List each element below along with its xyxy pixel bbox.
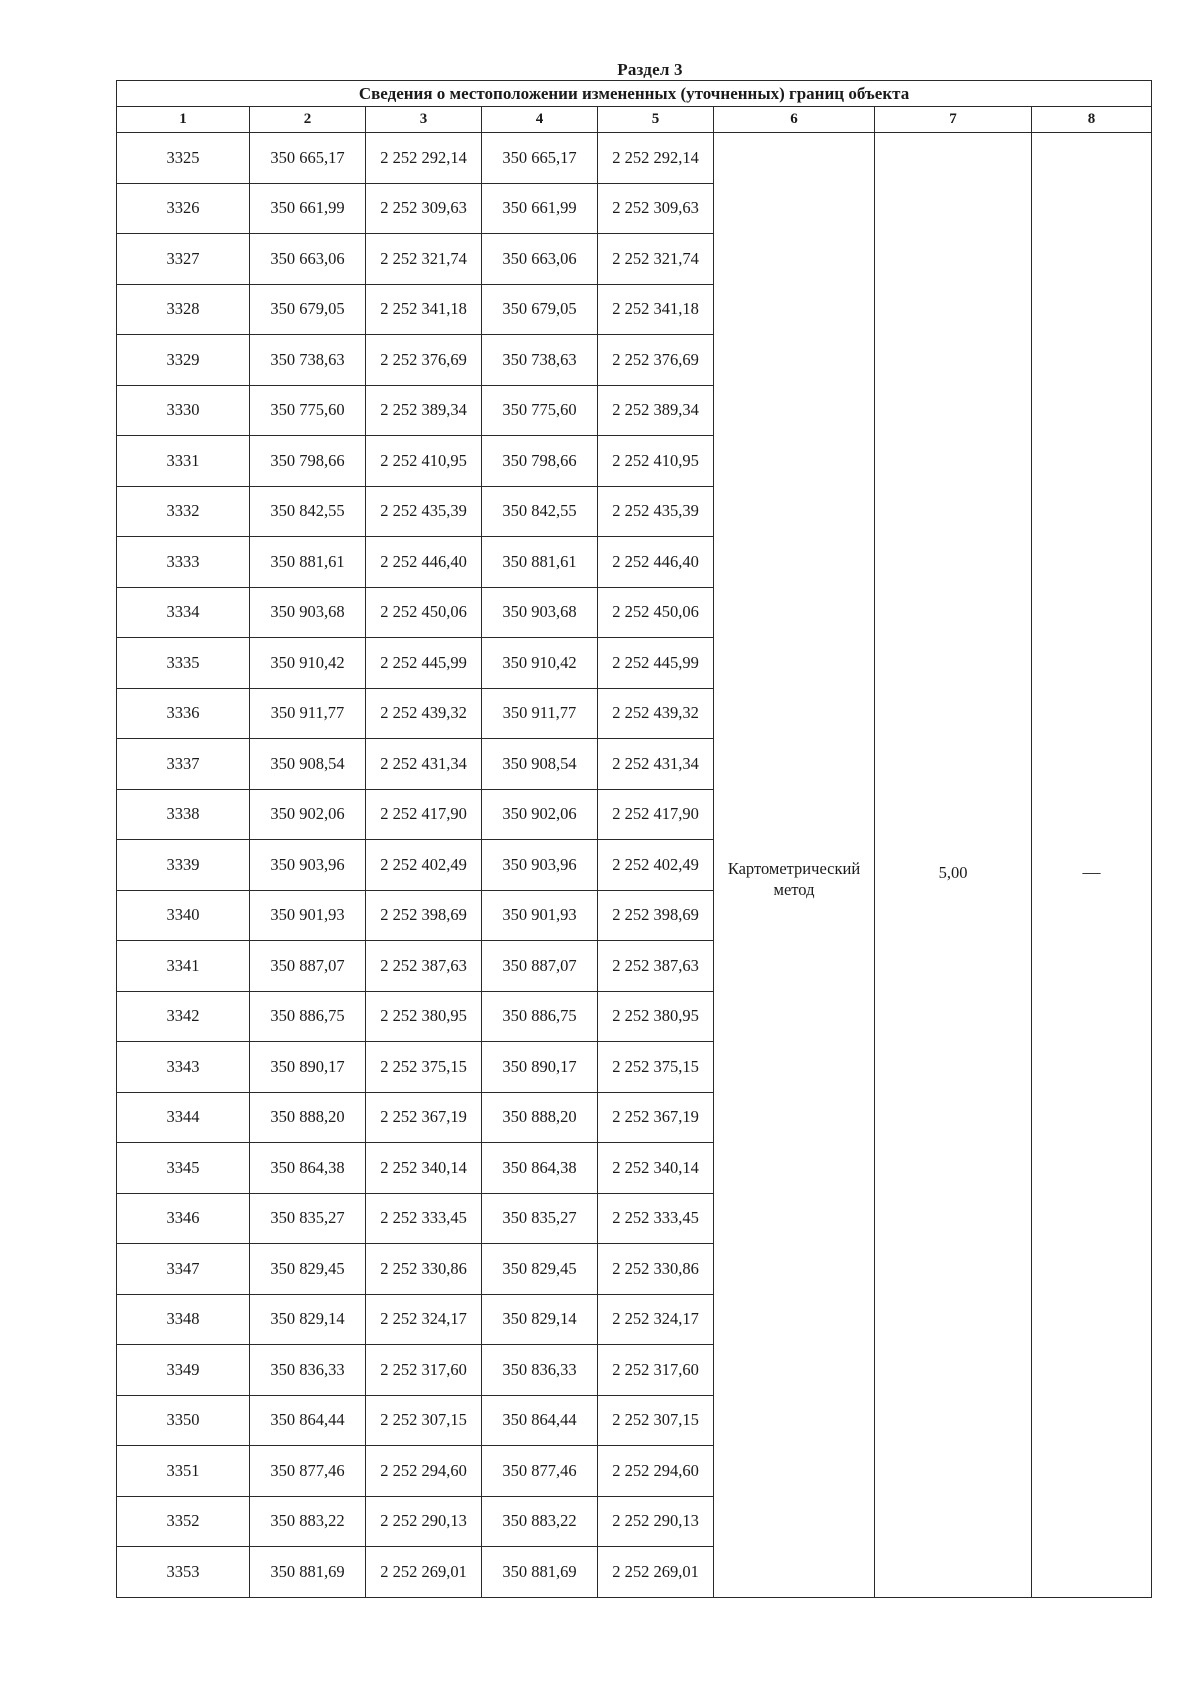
y-new-cell: 2 252 269,01 <box>598 1547 714 1598</box>
y-new-cell: 2 252 431,34 <box>598 739 714 790</box>
x-existing-cell: 350 864,44 <box>250 1395 366 1446</box>
x-new-cell: 350 886,75 <box>482 991 598 1042</box>
y-new-cell: 2 252 309,63 <box>598 183 714 234</box>
y-new-cell: 2 252 292,14 <box>598 133 714 184</box>
y-new-cell: 2 252 389,34 <box>598 385 714 436</box>
point-number-cell: 3352 <box>117 1496 250 1547</box>
column-number-8: 8 <box>1032 107 1152 133</box>
x-new-cell: 350 911,77 <box>482 688 598 739</box>
point-number-cell: 3340 <box>117 890 250 941</box>
point-number-cell: 3351 <box>117 1446 250 1497</box>
point-number-cell: 3332 <box>117 486 250 537</box>
point-number-cell: 3348 <box>117 1294 250 1345</box>
accuracy-cell: 5,00 <box>875 133 1032 1598</box>
x-existing-cell: 350 881,69 <box>250 1547 366 1598</box>
column-number-row <box>117 107 1152 133</box>
y-existing-cell: 2 252 435,39 <box>366 486 482 537</box>
x-existing-cell: 350 665,17 <box>250 133 366 184</box>
x-existing-cell: 350 911,77 <box>250 688 366 739</box>
x-existing-cell: 350 738,63 <box>250 335 366 386</box>
y-new-cell: 2 252 294,60 <box>598 1446 714 1497</box>
description-cell: — <box>1032 133 1152 1598</box>
y-new-cell: 2 252 446,40 <box>598 537 714 588</box>
point-number-cell: 3329 <box>117 335 250 386</box>
y-new-cell: 2 252 290,13 <box>598 1496 714 1547</box>
y-new-cell: 2 252 367,19 <box>598 1092 714 1143</box>
y-new-cell: 2 252 445,99 <box>598 638 714 689</box>
column-number-3: 3 <box>366 107 482 133</box>
x-existing-cell: 350 679,05 <box>250 284 366 335</box>
y-existing-cell: 2 252 333,45 <box>366 1193 482 1244</box>
x-new-cell: 350 877,46 <box>482 1446 598 1497</box>
column-number-7: 7 <box>875 107 1032 133</box>
y-new-cell: 2 252 439,32 <box>598 688 714 739</box>
x-new-cell: 350 679,05 <box>482 284 598 335</box>
x-existing-cell: 350 881,61 <box>250 537 366 588</box>
method-line-1: Картометрический <box>727 859 861 879</box>
x-existing-cell: 350 663,06 <box>250 234 366 285</box>
y-existing-cell: 2 252 389,34 <box>366 385 482 436</box>
x-new-cell: 350 835,27 <box>482 1193 598 1244</box>
point-number-cell: 3327 <box>117 234 250 285</box>
point-number-cell: 3343 <box>117 1042 250 1093</box>
x-existing-cell: 350 829,45 <box>250 1244 366 1295</box>
column-number-5: 5 <box>598 107 714 133</box>
x-new-cell: 350 864,44 <box>482 1395 598 1446</box>
y-existing-cell: 2 252 387,63 <box>366 941 482 992</box>
x-new-cell: 350 910,42 <box>482 638 598 689</box>
column-number-4: 4 <box>482 107 598 133</box>
y-new-cell: 2 252 321,74 <box>598 234 714 285</box>
x-existing-cell: 350 901,93 <box>250 890 366 941</box>
point-number-cell: 3334 <box>117 587 250 638</box>
point-number-cell: 3336 <box>117 688 250 739</box>
x-existing-cell: 350 842,55 <box>250 486 366 537</box>
y-new-cell: 2 252 341,18 <box>598 284 714 335</box>
point-number-cell: 3335 <box>117 638 250 689</box>
y-new-cell: 2 252 402,49 <box>598 840 714 891</box>
x-new-cell: 350 908,54 <box>482 739 598 790</box>
y-new-cell: 2 252 450,06 <box>598 587 714 638</box>
y-existing-cell: 2 252 294,60 <box>366 1446 482 1497</box>
x-new-cell: 350 890,17 <box>482 1042 598 1093</box>
method-line-2: метод <box>773 879 815 899</box>
y-existing-cell: 2 252 330,86 <box>366 1244 482 1295</box>
y-existing-cell: 2 252 321,74 <box>366 234 482 285</box>
x-existing-cell: 350 910,42 <box>250 638 366 689</box>
x-new-cell: 350 829,45 <box>482 1244 598 1295</box>
x-existing-cell: 350 887,07 <box>250 941 366 992</box>
y-existing-cell: 2 252 341,18 <box>366 284 482 335</box>
y-existing-cell: 2 252 446,40 <box>366 537 482 588</box>
table-row <box>117 133 1152 184</box>
x-new-cell: 350 883,22 <box>482 1496 598 1547</box>
x-existing-cell: 350 829,14 <box>250 1294 366 1345</box>
x-existing-cell: 350 835,27 <box>250 1193 366 1244</box>
y-existing-cell: 2 252 375,15 <box>366 1042 482 1093</box>
x-new-cell: 350 836,33 <box>482 1345 598 1396</box>
y-new-cell: 2 252 307,15 <box>598 1395 714 1446</box>
y-new-cell: 2 252 380,95 <box>598 991 714 1042</box>
y-existing-cell: 2 252 398,69 <box>366 890 482 941</box>
point-number-cell: 3350 <box>117 1395 250 1446</box>
x-existing-cell: 350 836,33 <box>250 1345 366 1396</box>
y-existing-cell: 2 252 309,63 <box>366 183 482 234</box>
point-number-cell: 3353 <box>117 1547 250 1598</box>
y-existing-cell: 2 252 410,95 <box>366 436 482 487</box>
x-existing-cell: 350 903,68 <box>250 587 366 638</box>
x-new-cell: 350 663,06 <box>482 234 598 285</box>
y-existing-cell: 2 252 307,15 <box>366 1395 482 1446</box>
section-title: Раздел 3 <box>617 60 683 79</box>
point-number-cell: 3328 <box>117 284 250 335</box>
x-new-cell: 350 665,17 <box>482 133 598 184</box>
y-existing-cell: 2 252 431,34 <box>366 739 482 790</box>
x-new-cell: 350 887,07 <box>482 941 598 992</box>
y-existing-cell: 2 252 450,06 <box>366 587 482 638</box>
x-new-cell: 350 775,60 <box>482 385 598 436</box>
point-number-cell: 3325 <box>117 133 250 184</box>
x-new-cell: 350 901,93 <box>482 890 598 941</box>
x-new-cell: 350 798,66 <box>482 436 598 487</box>
x-existing-cell: 350 888,20 <box>250 1092 366 1143</box>
y-new-cell: 2 252 398,69 <box>598 890 714 941</box>
y-new-cell: 2 252 375,15 <box>598 1042 714 1093</box>
x-new-cell: 350 902,06 <box>482 789 598 840</box>
x-new-cell: 350 881,61 <box>482 537 598 588</box>
y-existing-cell: 2 252 417,90 <box>366 789 482 840</box>
x-existing-cell: 350 886,75 <box>250 991 366 1042</box>
table-caption: Сведения о местоположении измененных (уточненных) границ объекта <box>117 81 1152 107</box>
column-number-1: 1 <box>117 107 250 133</box>
y-existing-cell: 2 252 292,14 <box>366 133 482 184</box>
point-number-cell: 3330 <box>117 385 250 436</box>
y-existing-cell: 2 252 290,13 <box>366 1496 482 1547</box>
x-existing-cell: 350 775,60 <box>250 385 366 436</box>
x-existing-cell: 350 883,22 <box>250 1496 366 1547</box>
y-new-cell: 2 252 387,63 <box>598 941 714 992</box>
y-new-cell: 2 252 340,14 <box>598 1143 714 1194</box>
x-existing-cell: 350 903,96 <box>250 840 366 891</box>
point-number-cell: 3326 <box>117 183 250 234</box>
y-new-cell: 2 252 324,17 <box>598 1294 714 1345</box>
y-new-cell: 2 252 317,60 <box>598 1345 714 1396</box>
point-number-cell: 3338 <box>117 789 250 840</box>
x-existing-cell: 350 798,66 <box>250 436 366 487</box>
y-existing-cell: 2 252 380,95 <box>366 991 482 1042</box>
y-new-cell: 2 252 330,86 <box>598 1244 714 1295</box>
y-existing-cell: 2 252 376,69 <box>366 335 482 386</box>
x-existing-cell: 350 864,38 <box>250 1143 366 1194</box>
y-existing-cell: 2 252 269,01 <box>366 1547 482 1598</box>
point-number-cell: 3349 <box>117 1345 250 1396</box>
x-new-cell: 350 829,14 <box>482 1294 598 1345</box>
point-number-cell: 3347 <box>117 1244 250 1295</box>
column-number-6: 6 <box>714 107 875 133</box>
x-new-cell: 350 903,68 <box>482 587 598 638</box>
point-number-cell: 3341 <box>117 941 250 992</box>
point-number-cell: 3345 <box>117 1143 250 1194</box>
x-existing-cell: 350 877,46 <box>250 1446 366 1497</box>
method-cell <box>714 133 875 1598</box>
point-number-cell: 3333 <box>117 537 250 588</box>
x-existing-cell: 350 661,99 <box>250 183 366 234</box>
x-new-cell: 350 864,38 <box>482 1143 598 1194</box>
point-number-cell: 3346 <box>117 1193 250 1244</box>
x-new-cell: 350 881,69 <box>482 1547 598 1598</box>
y-existing-cell: 2 252 439,32 <box>366 688 482 739</box>
y-existing-cell: 2 252 367,19 <box>366 1092 482 1143</box>
y-existing-cell: 2 252 340,14 <box>366 1143 482 1194</box>
column-number-2: 2 <box>250 107 366 133</box>
y-new-cell: 2 252 417,90 <box>598 789 714 840</box>
x-existing-cell: 350 902,06 <box>250 789 366 840</box>
y-new-cell: 2 252 410,95 <box>598 436 714 487</box>
y-new-cell: 2 252 435,39 <box>598 486 714 537</box>
x-new-cell: 350 661,99 <box>482 183 598 234</box>
point-number-cell: 3339 <box>117 840 250 891</box>
point-number-cell: 3331 <box>117 436 250 487</box>
y-existing-cell: 2 252 402,49 <box>366 840 482 891</box>
y-existing-cell: 2 252 445,99 <box>366 638 482 689</box>
table-body <box>117 133 1152 1598</box>
x-existing-cell: 350 890,17 <box>250 1042 366 1093</box>
boundary-points-table <box>116 80 1152 1598</box>
y-existing-cell: 2 252 317,60 <box>366 1345 482 1396</box>
point-number-cell: 3342 <box>117 991 250 1042</box>
x-existing-cell: 350 908,54 <box>250 739 366 790</box>
point-number-cell: 3344 <box>117 1092 250 1143</box>
x-new-cell: 350 903,96 <box>482 840 598 891</box>
x-new-cell: 350 738,63 <box>482 335 598 386</box>
y-new-cell: 2 252 333,45 <box>598 1193 714 1244</box>
x-new-cell: 350 888,20 <box>482 1092 598 1143</box>
y-new-cell: 2 252 376,69 <box>598 335 714 386</box>
y-existing-cell: 2 252 324,17 <box>366 1294 482 1345</box>
x-new-cell: 350 842,55 <box>482 486 598 537</box>
point-number-cell: 3337 <box>117 739 250 790</box>
